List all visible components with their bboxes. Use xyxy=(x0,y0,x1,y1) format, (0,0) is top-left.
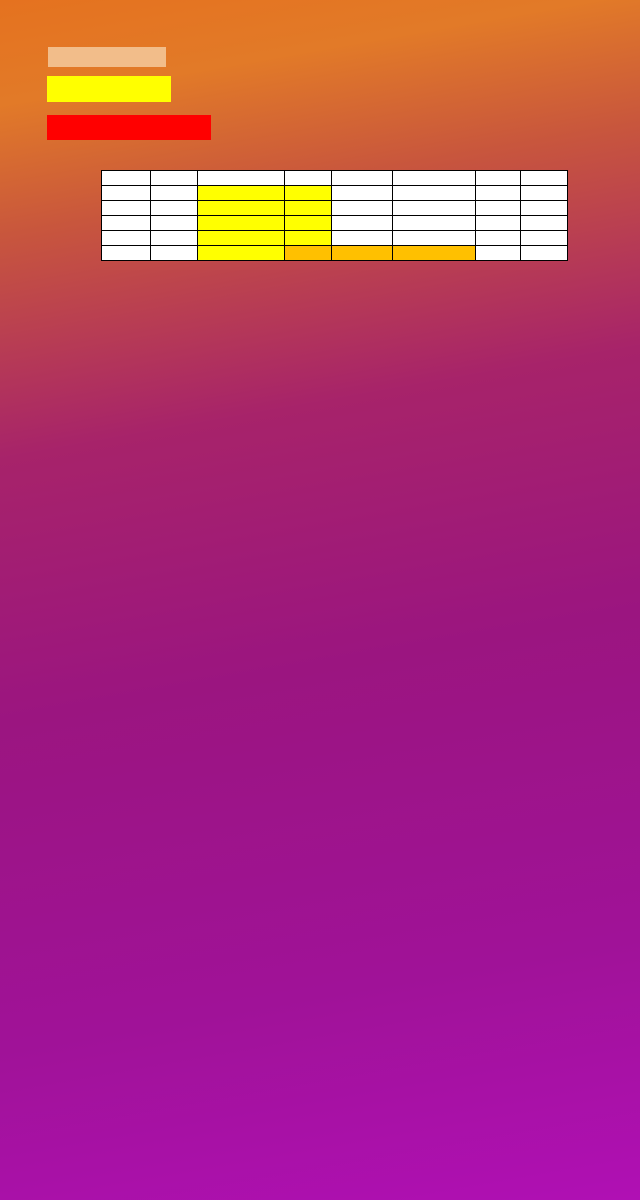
county-cell xyxy=(198,246,285,261)
surname-cell xyxy=(393,186,476,201)
first-name-cell xyxy=(332,186,393,201)
previous-rank-cell xyxy=(151,231,198,246)
total-points-cell xyxy=(521,246,568,261)
current-rank-cell xyxy=(102,201,151,216)
county-cell xyxy=(198,216,285,231)
total-points-cell xyxy=(521,231,568,246)
membership-cell xyxy=(285,216,332,231)
current-rank-cell xyxy=(102,186,151,201)
total-points-cell xyxy=(521,186,568,201)
current-rank-cell xyxy=(102,231,151,246)
table-row xyxy=(102,246,568,261)
previous-rank-cell xyxy=(151,216,198,231)
county-cell xyxy=(198,186,285,201)
table-header-row xyxy=(102,171,568,186)
membership-cell xyxy=(285,186,332,201)
surname-cell xyxy=(393,231,476,246)
county-cell xyxy=(198,201,285,216)
header-tpoints xyxy=(521,171,568,186)
membership-cell xyxy=(285,246,332,261)
header-current xyxy=(102,171,151,186)
surname-cell xyxy=(393,246,476,261)
table-row xyxy=(102,216,568,231)
first-name-cell xyxy=(332,216,393,231)
none-member-county-badge xyxy=(47,115,211,140)
surname-cell xyxy=(393,201,476,216)
header-previous xyxy=(151,171,198,186)
table-row xyxy=(102,186,568,201)
header-twins xyxy=(476,171,521,186)
table-row xyxy=(102,201,568,216)
header-surname xyxy=(393,171,476,186)
county-cell xyxy=(198,231,285,246)
membership-cell xyxy=(285,231,332,246)
total-wins-cell xyxy=(476,186,521,201)
header-name xyxy=(332,171,393,186)
county-member-badge xyxy=(47,76,171,102)
total-wins-cell xyxy=(476,231,521,246)
total-wins-cell xyxy=(476,216,521,231)
gold-member-badge xyxy=(48,47,166,67)
table-row xyxy=(102,231,568,246)
previous-rank-cell xyxy=(151,201,198,216)
total-points-cell xyxy=(521,216,568,231)
membership-cell xyxy=(285,201,332,216)
total-points-cell xyxy=(521,201,568,216)
rankings-body xyxy=(102,186,568,261)
previous-rank-cell xyxy=(151,186,198,201)
first-name-cell xyxy=(332,201,393,216)
header-mem xyxy=(285,171,332,186)
total-wins-cell xyxy=(476,201,521,216)
total-wins-cell xyxy=(476,246,521,261)
current-rank-cell xyxy=(102,216,151,231)
rankings-table xyxy=(101,170,568,261)
surname-cell xyxy=(393,216,476,231)
header-county xyxy=(198,171,285,186)
previous-rank-cell xyxy=(151,246,198,261)
first-name-cell xyxy=(332,246,393,261)
first-name-cell xyxy=(332,231,393,246)
current-rank-cell xyxy=(102,246,151,261)
